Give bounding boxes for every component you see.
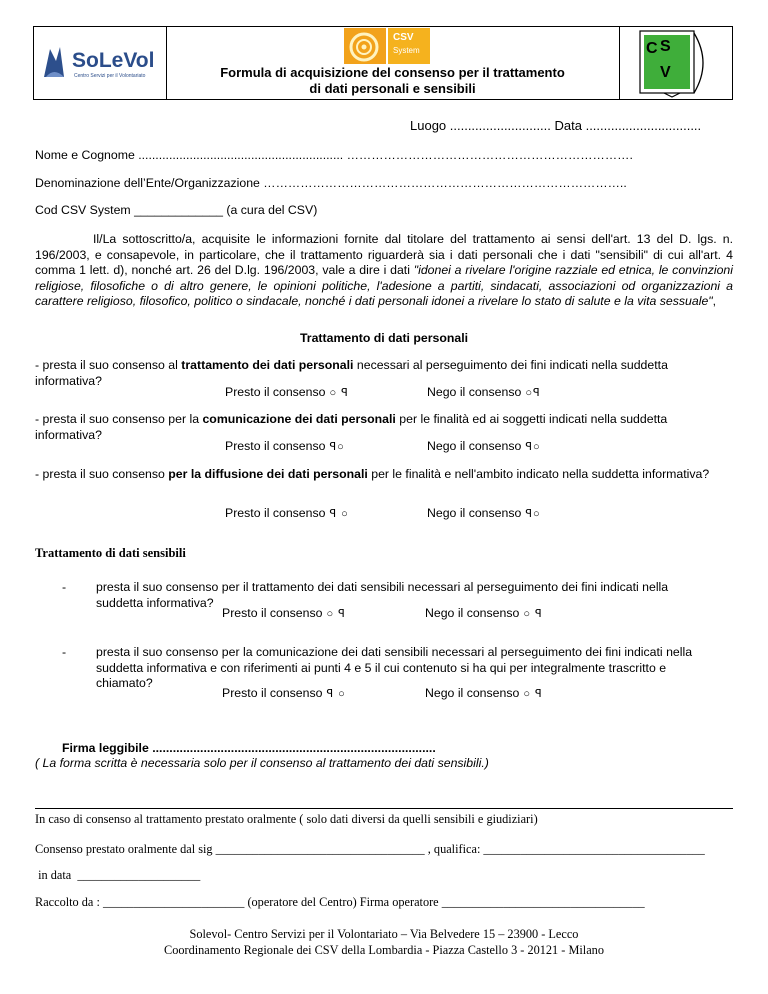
- option-label: Nego il consenso: [425, 686, 520, 700]
- radio-icon[interactable]: ꟼ○: [525, 441, 541, 453]
- svg-text:S: S: [660, 38, 671, 55]
- radio-icon[interactable]: ○ ꟼ: [326, 608, 346, 620]
- presto-consenso-3[interactable]: [225, 506, 349, 520]
- collected-by-field[interactable]: Raccolto da : _______________________ (operatore del Centro) Firma operatore _________________________________: [35, 895, 645, 909]
- option-label: Presto il consenso: [222, 686, 323, 700]
- sun-spiral-icon: [344, 28, 386, 64]
- option-label: Presto il consenso: [225, 385, 326, 399]
- solevol-logo-subtitle: Centro Servizi per il Volontariato: [74, 73, 146, 79]
- personal-question-2: [35, 412, 733, 443]
- radio-icon[interactable]: ○ ꟼ: [329, 387, 349, 399]
- intro-italic-text: "idonei a rivelare l'origine razziale ed etnica, le convinzioni religiose, filosofiche o di altro genere, le opinioni politiche, l'adesione a partiti, sindacati, associazioni od organizzazioni a carattere religioso, filosofico, politico o sindacale, nonché i dati personali idonei a rivelare lo stato di salute e la vita sessuale": [35, 263, 734, 308]
- csv-lombardia-logo: [619, 27, 732, 99]
- q2-pre: - presta il suo consenso per la: [35, 412, 203, 426]
- option-label: Nego il consenso: [427, 385, 522, 399]
- nego-consenso-5[interactable]: [425, 686, 543, 700]
- radio-icon[interactable]: ꟼ○: [329, 441, 345, 453]
- title-line-1: Formula di acquisizione del consenso per il trattamento: [220, 65, 565, 80]
- q1-post: necessari al perseguimento dei fini indicati nella suddetta informativa?: [35, 358, 668, 388]
- q1-bold: trattamento dei dati personali: [181, 358, 354, 372]
- radio-icon[interactable]: ○ ꟼ: [523, 688, 543, 700]
- option-label: Presto il consenso: [225, 506, 326, 520]
- svg-text:C: C: [646, 40, 658, 57]
- header-box: [33, 26, 733, 100]
- oral-consent-heading: In caso di consenso al trattamento prestato oralmente ( solo dati diversi da quelli sensibili e giudiziari): [35, 812, 538, 826]
- intro-paragraph: [35, 232, 733, 310]
- option-label: Presto il consenso: [222, 606, 323, 620]
- personal-question-3: [35, 467, 733, 483]
- nego-consenso-2[interactable]: [427, 439, 541, 453]
- radio-icon[interactable]: ꟼ ○: [326, 688, 346, 700]
- sensitive-question-2: presta il suo consenso per la comunicazione dei dati sensibili necessari al perseguimento dei fini indicati nella suddetta informativa e con riferimenti ai punti 4 e 5 il cui contenuto si ha qui per integralmente trascritto e chiamato?: [96, 645, 693, 690]
- radio-icon[interactable]: ꟼ○: [525, 508, 541, 520]
- personal-question-1: [35, 358, 733, 389]
- presto-consenso-2[interactable]: [225, 439, 345, 453]
- cod-csv-field[interactable]: Cod CSV System _____________ (a cura del CSV): [35, 203, 318, 217]
- sensitive-question-1: presta il suo consenso per il trattamento dei dati sensibili necessari al perseguimento dei fini indicati nella suddetta informativa?: [96, 580, 669, 610]
- radio-icon[interactable]: ꟼ ○: [329, 508, 349, 520]
- oral-consent-name-field[interactable]: Consenso prestato oralmente dal sig __________________________________ , qualifica: ____________________________________: [35, 842, 705, 856]
- csv-logo-subtitle: System: [393, 46, 420, 55]
- csv-logo-text: CSV: [393, 32, 414, 43]
- radio-icon[interactable]: ○ ꟼ: [523, 608, 543, 620]
- intro-end: ,: [712, 294, 717, 308]
- signature-note: ( La forma scritta è necessaria solo per il consenso al trattamento dei dati sensibili.): [35, 756, 489, 770]
- q2-bold: comunicazione dei dati personali: [202, 412, 396, 426]
- page-title: [166, 65, 619, 97]
- solevol-logo-text: SoLeVol: [72, 49, 155, 72]
- radio-icon[interactable]: ○ꟼ: [525, 387, 541, 399]
- luogo-data-field[interactable]: Luogo ............................ Data ................................: [410, 118, 702, 133]
- intro-text: Il/La sottoscritto/a, acquisite le informazioni fornite dal titolare del trattamento ai sensi dell'art. 13 del D. lgs. n. 196/2003, e consapevole, in particolare, che il trattamento riguarderà sia i dati personali che i dati "sensibili" di cui all'art. 4 comma 1 lett. d), nonché art. 26 del D.lg. 196/2003, vale a dire i dati: [35, 232, 733, 277]
- oral-consent-date-field[interactable]: in data ____________________: [35, 868, 201, 882]
- nego-consenso-3[interactable]: [427, 506, 541, 520]
- footer-address-2: Coordinamento Regionale dei CSV della Lombardia - Piazza Castello 3 - 20121 - Milano: [164, 943, 604, 957]
- footer-address-1: Solevol- Centro Servizi per il Volontariato – Via Belvedere 15 – 23900 - Lecco: [189, 927, 579, 941]
- presto-consenso-4[interactable]: [222, 606, 346, 620]
- presto-consenso-1[interactable]: [225, 385, 349, 399]
- section-divider: [35, 808, 733, 809]
- bullet-dash: -: [62, 645, 67, 659]
- q2-post: per le finalità ed ai soggetti indicati nella suddetta informativa?: [35, 412, 668, 442]
- nome-cognome-field[interactable]: Nome e Cognome ............................................................ …………………………………………………………….: [35, 148, 633, 162]
- option-label: Presto il consenso: [225, 439, 326, 453]
- solevol-logo: [34, 27, 167, 99]
- option-label: Nego il consenso: [427, 506, 522, 520]
- sensitive-data-heading: Trattamento di dati sensibili: [35, 546, 186, 560]
- presto-consenso-5[interactable]: [222, 686, 346, 700]
- personal-data-heading: Trattamento di dati personali: [299, 331, 469, 345]
- svg-text:V: V: [660, 64, 671, 81]
- bullet-dash: -: [62, 580, 67, 594]
- ente-field[interactable]: Denominazione dell’Ente/Organizzazione ……………………………………………………………………………..: [35, 176, 627, 190]
- csv-system-logo: [344, 28, 430, 64]
- nego-consenso-4[interactable]: [425, 606, 543, 620]
- q3-post: per le finalità e nell'ambito indicato nella suddetta informativa?: [367, 467, 710, 481]
- q3-pre: - presta il suo consenso: [35, 467, 169, 481]
- option-label: Nego il consenso: [427, 439, 522, 453]
- option-label: Nego il consenso: [425, 606, 520, 620]
- q1-pre: - presta il suo consenso al: [35, 358, 182, 372]
- csv-lombardia-emblem-icon: [620, 27, 731, 99]
- signature-field[interactable]: Firma leggibile ...................................................................................: [62, 741, 436, 755]
- nego-consenso-1[interactable]: [427, 385, 541, 399]
- q3-bold: per la diffusione dei dati personali: [168, 467, 368, 481]
- title-line-2: di dati personali e sensibili: [309, 81, 476, 96]
